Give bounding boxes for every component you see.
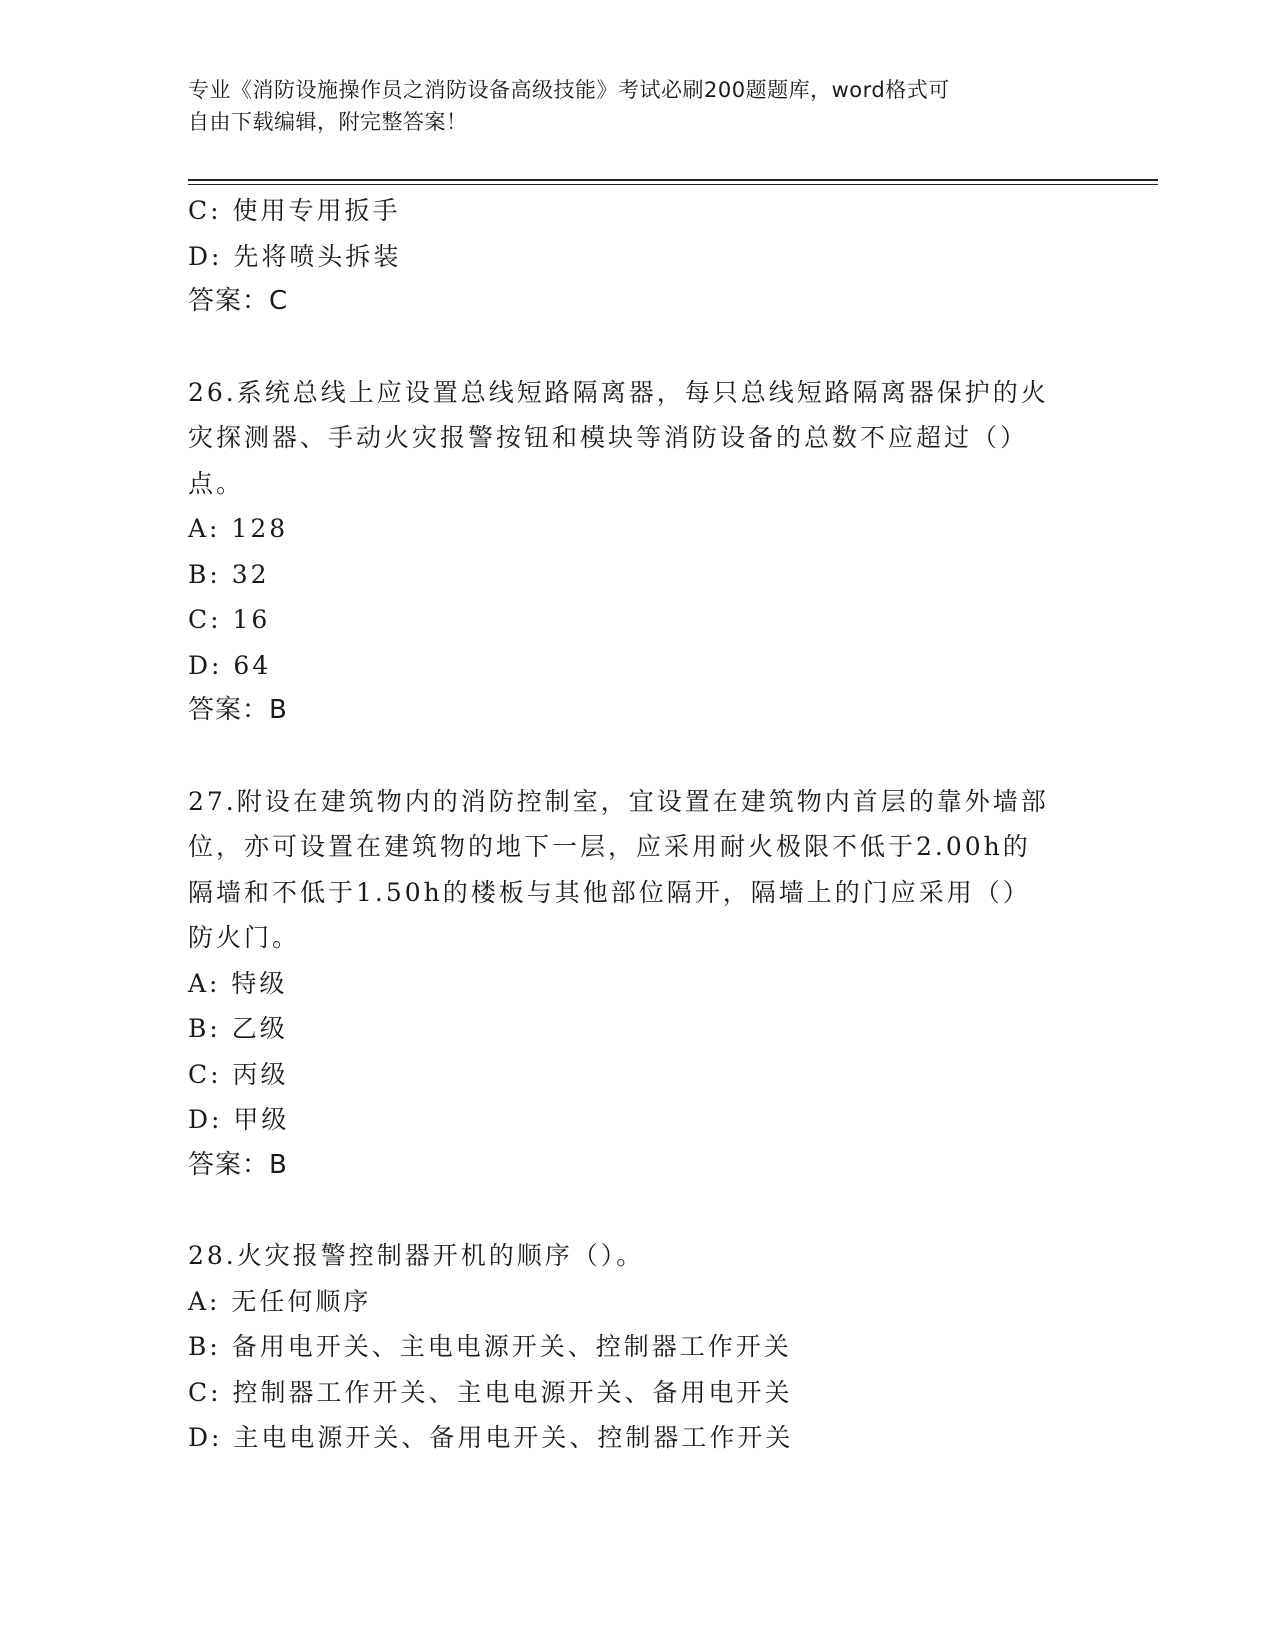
question-text-line: 位，亦可设置在建筑物的地下一层，应采用耐火极限不低于2.00h的 xyxy=(188,832,1031,861)
header-divider-thick xyxy=(188,179,1158,181)
header-line-1: 专业《消防设施操作员之消防设备高级技能》考试必刷200题题库，word格式可 xyxy=(188,78,950,102)
answer: 答案：B xyxy=(188,695,288,725)
question-text-line: 27.附设在建筑物内的消防控制室，宜设置在建筑物内首层的靠外墙部 xyxy=(188,786,1049,816)
question-text-line: 灾探测器、手动火灾报警按钮和模块等消防设备的总数不应超过（） xyxy=(188,423,1029,452)
option-d: D: 64 xyxy=(188,650,272,680)
option-c: C: 控制器工作开关、主电电源开关、备用电开关 xyxy=(188,1377,793,1407)
option-d: D: 先将喷头拆装 xyxy=(188,241,402,271)
option-d: D: 主电电源开关、备用电开关、控制器工作开关 xyxy=(188,1423,794,1452)
option-a: A: 无任何顺序 xyxy=(188,1286,372,1316)
header-divider-thin xyxy=(188,184,1158,185)
question-28 xyxy=(188,1233,1088,1461)
option-c: C: 使用专用扳手 xyxy=(188,196,401,225)
option-b: B: 32 xyxy=(188,559,270,589)
answer: 答案：B xyxy=(188,1149,288,1180)
option-c: C: 16 xyxy=(188,605,271,634)
option-b: B: 备用电开关、主电电源开关、控制器工作开关 xyxy=(188,1332,792,1361)
question-27 xyxy=(188,779,1088,1189)
option-a: A: 128 xyxy=(188,514,289,543)
document-header xyxy=(188,74,1068,138)
option-b: B: 乙级 xyxy=(188,1014,288,1043)
question-text-line: 防火门。 xyxy=(188,923,301,952)
question-text-line: 隔墙和不低于1.50h的楼板与其他部位隔开，隔墙上的门应采用（） xyxy=(188,877,1031,907)
option-a: A: 特级 xyxy=(188,968,288,998)
answer: 答案：C xyxy=(188,286,289,316)
header-line-2: 自由下载编辑，附完整答案！ xyxy=(188,110,468,134)
question-25-tail xyxy=(188,188,1088,325)
question-text-line: 点。 xyxy=(188,468,245,498)
question-26 xyxy=(188,370,1088,734)
option-c: C: 丙级 xyxy=(188,1059,289,1089)
question-text-line: 28.火灾报警控制器开机的顺序（）。 xyxy=(188,1241,645,1270)
question-content xyxy=(188,188,1088,1461)
option-d: D: 甲级 xyxy=(188,1105,290,1134)
question-text-line: 26.系统总线上应设置总线短路隔离器，每只总线短路隔离器保护的火 xyxy=(188,377,1049,407)
